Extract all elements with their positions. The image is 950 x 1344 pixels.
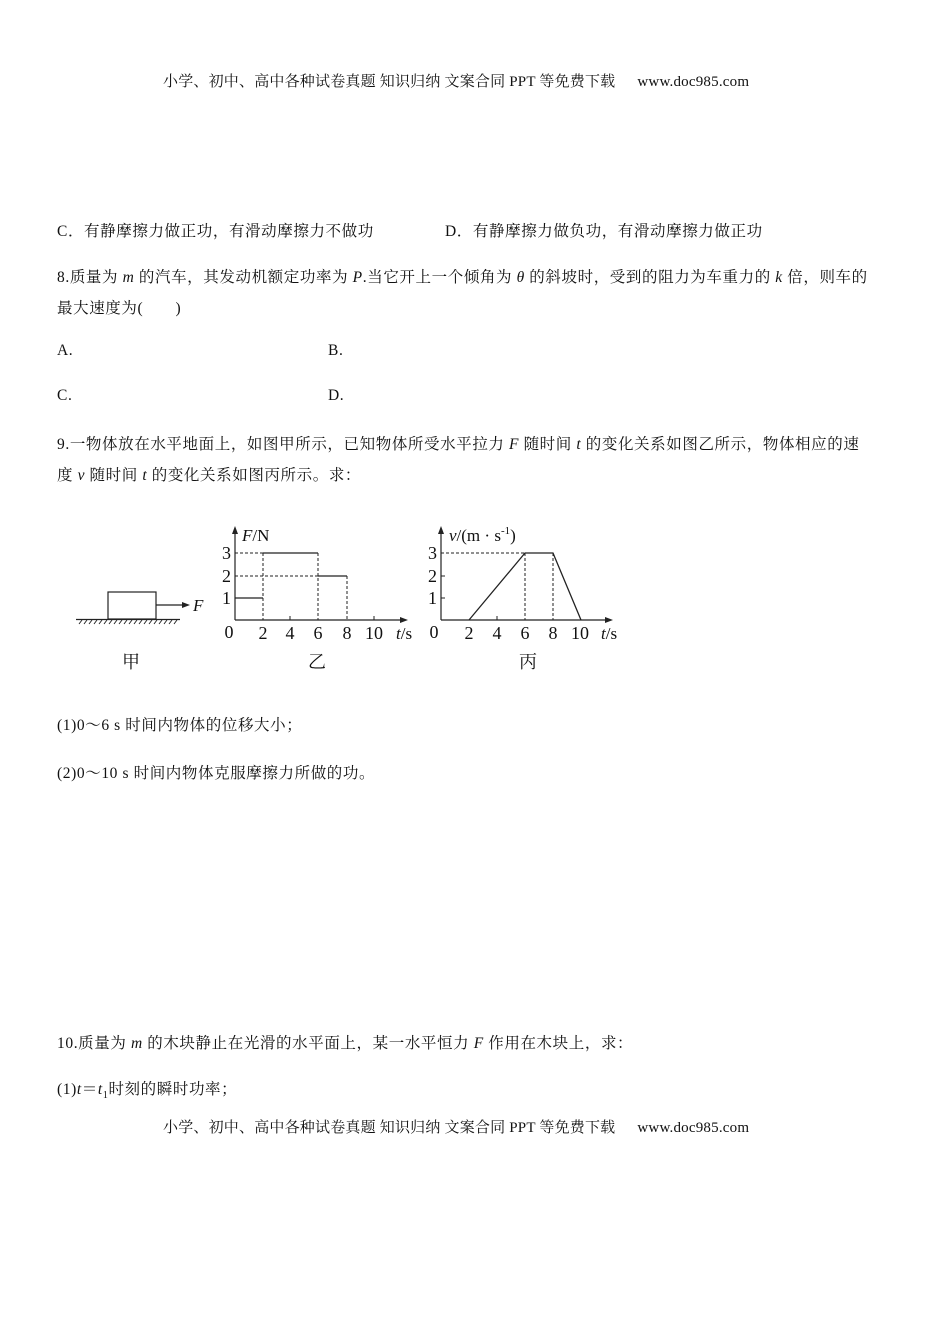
- svg-text:4: 4: [492, 623, 502, 643]
- q8-option-b: B.: [328, 342, 344, 359]
- caption-yi: 乙: [308, 652, 326, 672]
- var-theta: θ: [516, 269, 525, 286]
- q10-sub1: [57, 1077, 237, 1101]
- force-label: F: [193, 596, 204, 615]
- svg-text:10: 10: [365, 623, 383, 643]
- text: 8.质量为: [57, 269, 123, 286]
- q8-option-a: A.: [57, 342, 74, 359]
- page-header: [163, 70, 749, 91]
- text: 的变化关系如图丙所示。求：: [147, 467, 362, 484]
- q8-stem-line2: 最大速度为( ): [57, 300, 182, 317]
- var-t: t: [576, 436, 582, 453]
- q9-figures: [0, 500, 950, 690]
- text: 倍，则车的: [782, 269, 868, 286]
- q9-stem-line1: [57, 432, 859, 454]
- text: 的汽车，其发动机额定功率为: [134, 269, 353, 286]
- footer-text: 小学、初中、高中各种试卷真题 知识归纳 文案合同 PPT 等免费下载: [163, 1120, 616, 1136]
- figure-yi: [222, 526, 412, 672]
- x-tick-labels: [225, 622, 384, 643]
- q7-option-d: D．有静摩擦力做负功，有滑动摩擦力做正功: [445, 223, 763, 240]
- text: .当它开上一个倾角为: [362, 269, 517, 286]
- svg-text:2: 2: [428, 566, 437, 586]
- svg-text:1: 1: [222, 588, 231, 608]
- text: 10.质量为: [57, 1035, 131, 1052]
- arrow-head-icon: [182, 602, 190, 608]
- x-axis-label: t/s: [396, 624, 413, 643]
- svg-text:1: 1: [428, 588, 437, 608]
- text: ＝: [81, 1081, 98, 1098]
- subscript: 1: [102, 1090, 109, 1102]
- y-axis-arrow-icon: [232, 526, 238, 534]
- var-f: F: [509, 436, 520, 453]
- text: 的变化关系如图乙所示，物体相应的速: [581, 436, 860, 453]
- x-axis-arrow-icon: [605, 617, 613, 623]
- q8-option-d: D.: [328, 387, 345, 404]
- svg-text:8: 8: [342, 623, 352, 643]
- var-t1: t: [97, 1081, 103, 1098]
- y-axis-label: F/N: [242, 526, 270, 545]
- svg-text:2: 2: [258, 623, 268, 643]
- svg-text:2: 2: [464, 623, 474, 643]
- text: 作用在木块上，求：: [483, 1035, 634, 1052]
- svg-text:3: 3: [428, 543, 437, 563]
- q9-stem-line2: [57, 463, 361, 485]
- text: 随时间: [85, 467, 143, 484]
- q7-option-c: C．有静摩擦力做正功，有滑动摩擦力不做功: [57, 223, 374, 240]
- svg-text:4: 4: [285, 623, 295, 643]
- y-axis-label: $v/(m \cdot s^{-1})$: [449, 525, 516, 545]
- var-m: m: [122, 269, 135, 286]
- y-axis-arrow-icon: [438, 526, 444, 534]
- text: 随时间: [519, 436, 577, 453]
- text: 度: [57, 467, 78, 484]
- figure-bing: [428, 525, 617, 672]
- dashed-guides: [235, 553, 347, 620]
- q8-option-c: C.: [57, 387, 73, 404]
- page-footer: [163, 1116, 749, 1137]
- x-tick-labels: [430, 622, 590, 643]
- var-f: F: [473, 1035, 484, 1052]
- svg-text:10: 10: [571, 623, 589, 643]
- ground-hatch: [79, 620, 177, 624]
- var-t: t: [76, 1081, 82, 1098]
- svg-text:8: 8: [548, 623, 558, 643]
- text: (1): [57, 1081, 77, 1098]
- svg-text:0: 0: [429, 622, 439, 642]
- var-p: P: [352, 269, 363, 286]
- text: 的木块静止在光滑的水平面上，某一水平恒力: [142, 1035, 474, 1052]
- y-tick-labels: [428, 543, 437, 608]
- var-k: k: [775, 269, 783, 286]
- x-axis-label: t/s: [601, 624, 618, 643]
- y-tick-labels: [222, 543, 231, 608]
- caption-bing: 丙: [519, 652, 537, 672]
- q8-stem-line1: [57, 265, 868, 287]
- var-m: m: [130, 1035, 143, 1052]
- x-axis-arrow-icon: [400, 617, 408, 623]
- q9-sub2: (2)0～10 s 时间内物体克服摩擦力所做的功。: [57, 765, 376, 782]
- svg-text:6: 6: [313, 623, 323, 643]
- text: 9.一物体放在水平地面上，如图甲所示，已知物体所受水平拉力: [57, 436, 510, 453]
- figure-jia: [76, 592, 204, 672]
- svg-text:2: 2: [222, 566, 231, 586]
- var-t: t: [142, 467, 148, 484]
- block: [108, 592, 156, 619]
- text: 的斜坡时，受到的阻力为车重力的: [524, 269, 776, 286]
- svg-text:3: 3: [222, 543, 231, 563]
- footer-url[interactable]: www.doc985.com: [637, 1120, 750, 1136]
- svg-text:6: 6: [520, 623, 530, 643]
- var-v: v: [77, 467, 86, 484]
- header-text: 小学、初中、高中各种试卷真题 知识归纳 文案合同 PPT 等免费下载: [163, 74, 616, 90]
- q9-sub1: (1)0～6 s 时间内物体的位移大小；: [57, 717, 303, 734]
- caption-jia: 甲: [122, 652, 140, 672]
- svg-text:0: 0: [224, 622, 234, 642]
- q10-stem: [57, 1031, 633, 1053]
- text: 时刻的瞬时功率；: [108, 1081, 238, 1098]
- header-url[interactable]: www.doc985.com: [637, 74, 750, 90]
